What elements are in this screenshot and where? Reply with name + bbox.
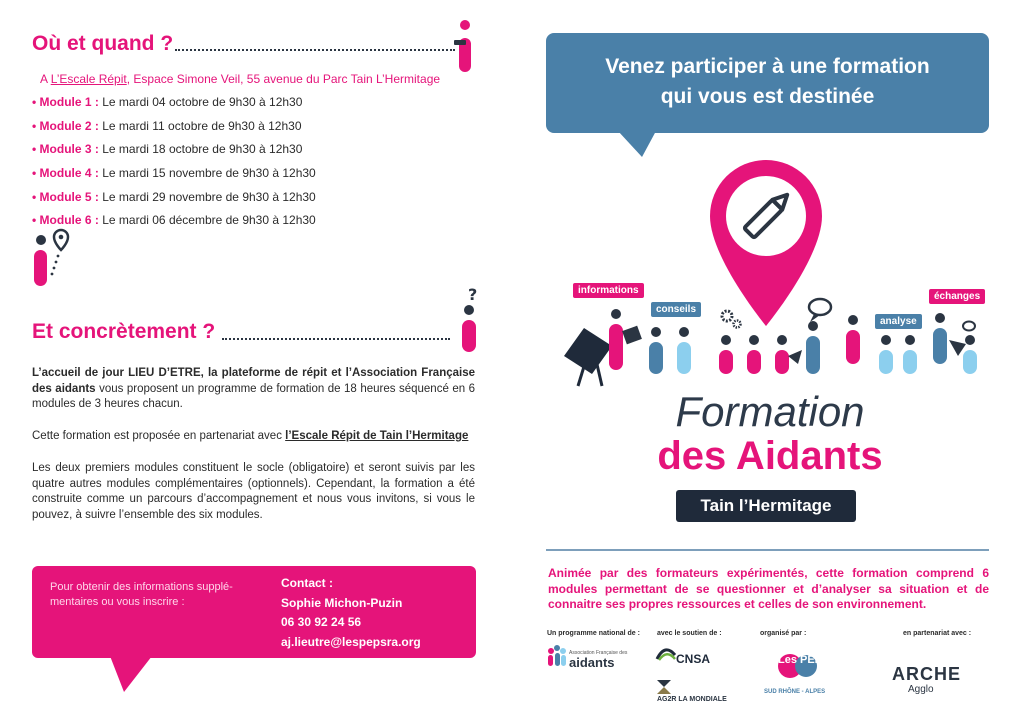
where-title: Où et quand ? xyxy=(32,32,174,55)
organise-label: organisé par : xyxy=(760,630,807,637)
contact-email[interactable]: aj.lieutre@lespepsra.org xyxy=(281,634,421,649)
banner-line-1: Venez participer à une formation xyxy=(605,55,930,78)
address-prefix: A xyxy=(40,72,51,86)
soutien-label: avec le soutien de : xyxy=(657,630,722,637)
contact-details xyxy=(281,574,421,652)
module-label: Module 2 : xyxy=(39,119,99,133)
partenariat-label: en partenariat avec : xyxy=(903,630,972,637)
module-item: • Module 6 : Le mardi 06 décembre de 9h30 à 12h30 xyxy=(32,213,316,227)
contact-name: Sophie Michon-Puzin xyxy=(281,595,403,610)
aidants-word: des Aidants xyxy=(657,434,883,478)
ag2r-logo: AG2R LA MONDIALE xyxy=(657,696,727,703)
module-item: • Module 2 : Le mardi 11 octobre de 9h30 à 12h30 xyxy=(32,119,302,133)
tag-informations: informations xyxy=(573,283,644,298)
module-label: Module 1 : xyxy=(39,95,99,109)
gears-icon xyxy=(722,311,741,328)
contact-info-text: Pour obtenir des informations supplé- mentaires ou vous inscrire : xyxy=(50,581,233,608)
easel-icon xyxy=(564,328,612,386)
cnsa-logo-icon xyxy=(655,645,677,661)
module-item: • Module 5 : Le mardi 29 novembre de 9h30 à 12h30 xyxy=(32,190,316,204)
person-pin-icon xyxy=(30,228,76,290)
people-group xyxy=(609,309,977,374)
formation-word: Formation xyxy=(675,388,865,435)
intro-rest: vous proposent un programme de formation de 18 heures séquencé en 6 modules de 3 heures chacun. xyxy=(32,382,476,410)
intro-bold: L’accueil de jour LIEU D’ETRE, la plateforme de répit et l’Association Française des aidants xyxy=(32,367,475,395)
tag-conseils: conseils xyxy=(651,302,701,317)
concrete-title: Et concrètement ? xyxy=(32,320,216,343)
partner-text: Cette formation est proposée en partenariat avec xyxy=(32,430,286,442)
person-icon xyxy=(453,18,477,74)
tag-echanges: échanges xyxy=(929,289,985,304)
module-label: Module 3 : xyxy=(39,142,99,156)
module-date: Le mardi 18 octobre de 9h30 à 12h30 xyxy=(102,142,303,156)
module-date: Le mardi 15 novembre de 9h30 à 12h30 xyxy=(102,166,316,180)
svg-text:?: ? xyxy=(468,285,478,304)
chat-icon xyxy=(963,322,975,331)
module-item: • Module 3 : Le mardi 18 octobre de 9h30 à 12h30 xyxy=(32,142,303,156)
where-title-dots xyxy=(175,49,455,51)
programme-label: Un programme national de : xyxy=(547,630,640,637)
aidants-logo: aidants xyxy=(569,655,615,670)
banner-text xyxy=(546,52,989,112)
person-question-icon xyxy=(456,284,482,354)
contact-bubble-tail xyxy=(110,656,154,694)
description: Animée par des formateurs expérimentés, cette formation comprend 6 modules permettant de se questionner et d’analyser sa situation et de connaitre ses propres ressources et celles de son environnement. xyxy=(548,566,989,611)
cnsa-logo: CNSA xyxy=(676,652,711,666)
contact-title: Contact : xyxy=(281,576,333,590)
partner-link[interactable]: l’Escale Répit de Tain l’Hermitage xyxy=(285,430,469,442)
partner-paragraph xyxy=(32,429,475,445)
module-label: Module 6 : xyxy=(39,213,99,227)
modules-paragraph: Les deux premiers modules constituent le socle (obligatoire) et seront suivis par les quatre autres modules complémentaires (optionnels). Cependant, la formation a été construite comme un parcours d’accompagnement et nous vous invitons, si vous le pouvez, à suivre l’ensemble des six modules. xyxy=(32,462,475,521)
contact-phone[interactable]: 06 30 92 24 56 xyxy=(281,615,362,629)
pep-logo: Les PEP xyxy=(778,654,823,666)
banner-bubble-tail xyxy=(618,131,658,159)
address-line xyxy=(40,72,440,87)
aidants-logo-small: Association Française des xyxy=(569,650,628,656)
ag2r-logo-icon xyxy=(657,680,671,694)
formation-illustration xyxy=(556,160,986,390)
divider xyxy=(546,549,989,551)
module-label: Module 4 : xyxy=(39,166,99,180)
address-rest: , Espace Simone Veil, 55 avenue du Parc Tain L’Hermitage xyxy=(126,72,441,86)
module-item: • Module 4 : Le mardi 15 novembre de 9h30 à 12h30 xyxy=(32,166,316,180)
module-date: Le mardi 29 novembre de 9h30 à 12h30 xyxy=(102,190,316,204)
speech-bubble-icon xyxy=(809,299,831,322)
concrete-title-dots xyxy=(222,338,450,340)
arche-sub: Agglo xyxy=(908,684,934,695)
module-date: Le mardi 04 octobre de 9h30 à 12h30 xyxy=(102,95,303,109)
address-link[interactable]: L’Escale Répit xyxy=(50,72,127,86)
aidants-logo-icon xyxy=(547,645,567,667)
arche-logo: ARCHE xyxy=(892,664,962,684)
module-item: • Module 1 : Le mardi 04 octobre de 9h30 à 12h30 xyxy=(32,95,303,109)
pep-sub: SUD RHÔNE - ALPES xyxy=(764,689,826,695)
banner-line-2: qui vous est destinée xyxy=(660,85,875,108)
location-badge: Tain l’Hermitage xyxy=(676,490,856,522)
module-date: Le mardi 11 octobre de 9h30 à 12h30 xyxy=(102,119,302,133)
intro-paragraph xyxy=(32,366,475,413)
module-date: Le mardi 06 décembre de 9h30 à 12h30 xyxy=(102,213,316,227)
tag-analyse: analyse xyxy=(875,314,922,329)
module-label: Module 5 : xyxy=(39,190,99,204)
